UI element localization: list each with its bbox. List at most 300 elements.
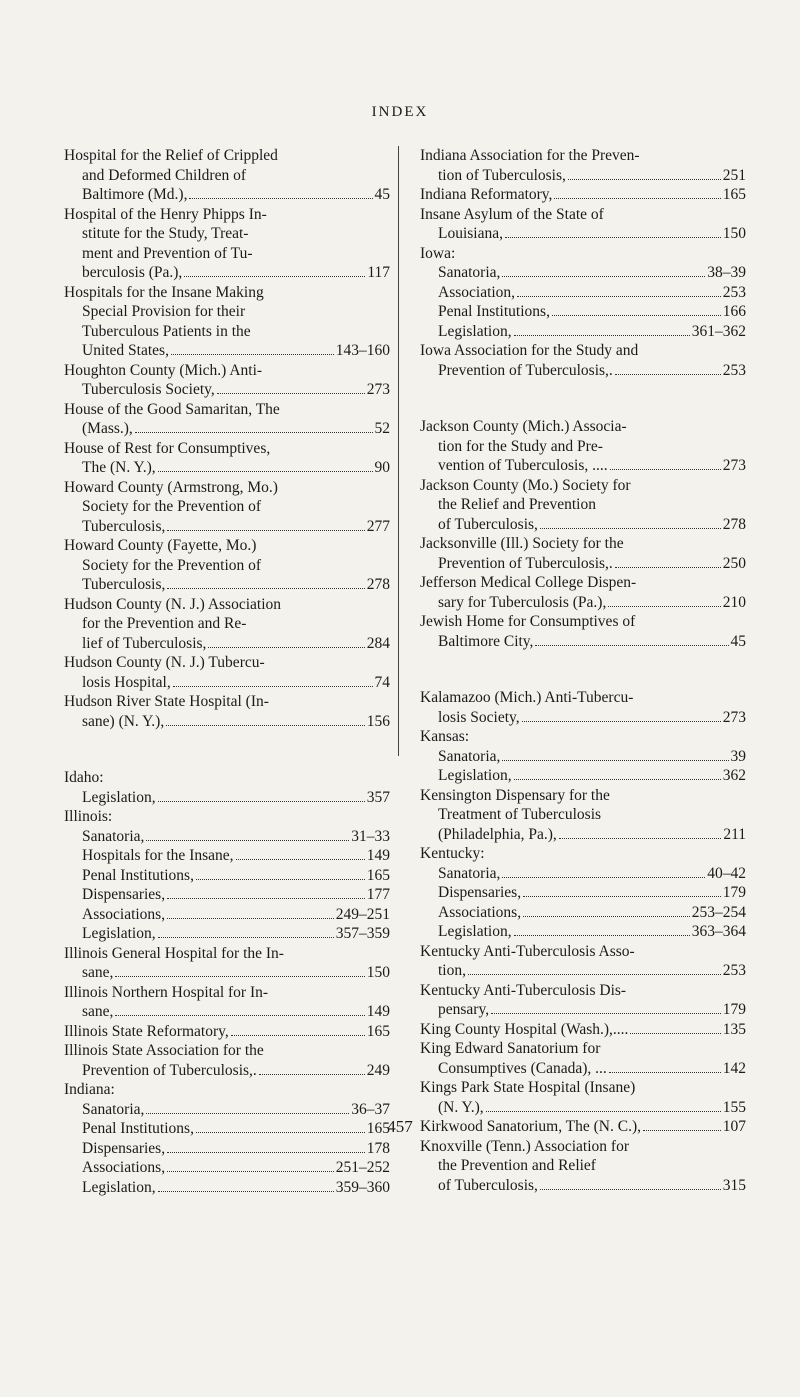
entry-line xyxy=(420,825,746,845)
entry-line xyxy=(420,437,746,457)
entry-line xyxy=(420,456,746,476)
entry-line xyxy=(64,575,390,595)
entry-line xyxy=(420,495,746,515)
index-entry xyxy=(64,478,390,537)
entry-line xyxy=(64,788,390,808)
entry-line xyxy=(420,612,746,632)
entry-page-ref: 149 xyxy=(366,847,390,864)
dot-leader xyxy=(502,760,728,761)
entry-line xyxy=(420,263,746,283)
entry-line xyxy=(420,573,746,593)
dot-leader xyxy=(554,198,720,199)
index-entry xyxy=(420,727,746,747)
entry-text: and Deformed Children of xyxy=(82,166,246,184)
entry-text: (N. Y.), xyxy=(438,1098,484,1116)
index-entry xyxy=(420,417,746,476)
index-entry xyxy=(420,341,746,380)
entry-text: berculosis (Pa.), xyxy=(82,264,183,281)
entry-line xyxy=(420,166,746,186)
entry-line xyxy=(420,1176,746,1196)
entry-text: Kentucky Anti-Tuberculosis Asso- xyxy=(420,942,635,960)
dot-leader xyxy=(217,393,365,394)
entry-text: Associations, xyxy=(438,903,522,921)
entry-page-ref: 179 xyxy=(722,1001,746,1018)
index-entry xyxy=(64,1178,390,1198)
entry-line xyxy=(420,1137,746,1157)
entry-text: tion for the Study and Pre- xyxy=(438,437,603,455)
entry-text: losis Society, xyxy=(438,708,520,726)
entry-text: Kentucky Anti-Tuberculosis Dis- xyxy=(420,981,627,999)
entry-page-ref: 211 xyxy=(723,825,746,843)
entry-page-ref: 273 xyxy=(722,457,746,474)
entry-line xyxy=(64,302,390,322)
entry-text: Penal Institutions, xyxy=(82,1120,194,1137)
index-entry xyxy=(64,595,390,654)
entry-text: Jackson County (Mo.) Society for xyxy=(420,476,631,494)
entry-text: Hospitals for the Insane, xyxy=(82,847,234,864)
entry-line xyxy=(420,1078,746,1098)
entry-text: Jacksonville (Ill.) Society for the xyxy=(420,535,624,552)
index-column-right xyxy=(420,146,746,1195)
dot-leader xyxy=(608,606,720,607)
entry-page-ref: 253 xyxy=(722,962,746,979)
dot-leader xyxy=(502,877,705,878)
index-entry xyxy=(64,536,390,595)
index-entry xyxy=(420,864,746,884)
dot-leader xyxy=(184,276,365,277)
entry-text: the Relief and Prevention xyxy=(438,496,596,513)
entry-page-ref: 39 xyxy=(730,747,746,765)
entry-text: tion, xyxy=(438,962,466,979)
entry-text: Special Provision for their xyxy=(82,303,246,320)
entry-page-ref: 155 xyxy=(722,1098,746,1116)
entry-line xyxy=(64,439,390,459)
entry-text: Baltimore City, xyxy=(438,632,534,650)
index-entry xyxy=(420,688,746,727)
entry-line xyxy=(420,476,746,496)
entry-page-ref: 166 xyxy=(722,303,746,320)
entry-text: Illinois: xyxy=(64,808,113,825)
index-entry xyxy=(420,922,746,942)
page-header: INDEX xyxy=(371,104,429,120)
dot-leader xyxy=(630,1033,720,1034)
entry-text: The (N. Y.), xyxy=(82,459,156,476)
entry-page-ref: 253 xyxy=(722,283,746,301)
entry-page-ref: 357 xyxy=(366,788,390,806)
page-number: 457 xyxy=(387,1117,413,1136)
entry-text: Dispensaries, xyxy=(82,1139,166,1157)
entry-line xyxy=(64,224,390,244)
dot-leader xyxy=(167,918,334,919)
entry-line xyxy=(64,983,390,1003)
entry-text: Prevention of Tuberculosis,. xyxy=(438,361,613,379)
entry-line xyxy=(64,1158,390,1178)
entry-page-ref: 177 xyxy=(366,886,390,903)
entry-text: Sanatoria, xyxy=(438,264,501,281)
entry-text: Iowa: xyxy=(420,244,456,262)
entry-text: of Tuberculosis, xyxy=(438,1176,538,1194)
entry-text: Hudson River State Hospital (In- xyxy=(64,693,269,710)
index-entry xyxy=(420,766,746,786)
index-entry xyxy=(64,1022,390,1042)
entry-line xyxy=(64,517,390,537)
dot-leader xyxy=(523,896,721,897)
dot-leader xyxy=(540,1189,721,1190)
entry-page-ref: 45 xyxy=(730,632,746,650)
dot-leader xyxy=(231,1035,365,1036)
entry-line xyxy=(420,302,746,322)
entry-page-ref: 36–37 xyxy=(351,1100,390,1118)
entry-page-ref: 362 xyxy=(722,767,746,784)
index-entry xyxy=(420,747,746,767)
index-entry xyxy=(420,283,746,303)
entry-line xyxy=(64,380,390,400)
entry-text: Jackson County (Mich.) Associa- xyxy=(420,418,627,435)
dot-leader xyxy=(552,315,721,316)
entry-page-ref: 31–33 xyxy=(351,827,390,845)
entry-page-ref: 165 xyxy=(722,186,746,203)
entry-page-ref: 165 xyxy=(366,866,390,884)
entry-line xyxy=(420,708,746,728)
dot-leader xyxy=(115,1015,364,1016)
entry-text: Indiana Association for the Preven- xyxy=(420,147,640,164)
entry-text: Legislation, xyxy=(438,322,512,340)
index-entry xyxy=(64,983,390,1022)
entry-page-ref: 165 xyxy=(366,1120,390,1137)
entry-text: Associations, xyxy=(82,1159,166,1176)
column-divider xyxy=(398,146,399,756)
entry-line xyxy=(64,419,390,439)
entry-line xyxy=(64,146,390,166)
entry-text: losis Hospital, xyxy=(82,673,171,691)
entry-page-ref: 249 xyxy=(366,1061,390,1079)
entry-line xyxy=(420,1020,746,1040)
entry-line xyxy=(64,1080,390,1100)
index-entry xyxy=(64,924,390,944)
dot-leader xyxy=(568,179,721,180)
index-entry xyxy=(64,653,390,692)
entry-text: Jefferson Medical College Dispen- xyxy=(420,574,637,591)
entry-text: sary for Tuberculosis (Pa.), xyxy=(438,593,607,611)
entry-page-ref: 273 xyxy=(722,708,746,726)
entry-text: Houghton County (Mich.) Anti- xyxy=(64,361,263,379)
dot-leader xyxy=(208,647,364,648)
entry-text: Hospital for the Relief of Crippled xyxy=(64,147,278,164)
entry-text: for the Prevention and Re- xyxy=(82,615,247,632)
index-entry xyxy=(420,244,746,264)
dot-leader xyxy=(167,588,364,589)
dot-leader xyxy=(523,916,690,917)
entry-text: Consumptives (Canada), ... xyxy=(438,1059,607,1077)
entry-text: Kentucky: xyxy=(420,845,485,862)
entry-text: Legislation, xyxy=(82,788,156,806)
entry-page-ref: 251–252 xyxy=(335,1159,390,1176)
entry-text: King Edward Sanatorium for xyxy=(420,1040,601,1057)
entry-page-ref: 150 xyxy=(366,964,390,981)
entry-page-ref: 361–362 xyxy=(691,322,746,340)
entry-text: Howard County (Fayette, Mo.) xyxy=(64,537,257,554)
entry-text: Tuberculosis, xyxy=(82,576,166,593)
entry-text: tion of Tuberculosis, xyxy=(438,166,566,184)
entry-line xyxy=(420,224,746,244)
entry-page-ref: 90 xyxy=(374,459,390,476)
dot-leader xyxy=(514,335,690,336)
dot-leader xyxy=(236,859,365,860)
dot-leader xyxy=(615,374,721,375)
entry-line xyxy=(64,924,390,944)
dot-leader xyxy=(158,801,365,802)
entry-line xyxy=(64,595,390,615)
index-entry xyxy=(64,846,390,866)
entry-line xyxy=(420,361,746,381)
entry-text: Tuberculous Patients in the xyxy=(82,322,251,340)
entry-page-ref: 250 xyxy=(722,554,746,572)
entry-page-ref: 278 xyxy=(366,576,390,593)
entry-text: Illinois General Hospital for the In- xyxy=(64,944,284,962)
entry-page-ref: 74 xyxy=(374,673,390,691)
entry-text: Legislation, xyxy=(438,923,512,940)
entry-page-ref: 142 xyxy=(722,1059,746,1077)
index-entry xyxy=(64,146,390,205)
entry-line xyxy=(420,322,746,342)
entry-text: Jewish Home for Consumptives of xyxy=(420,613,636,630)
dot-leader xyxy=(502,276,705,277)
entry-text: Legislation, xyxy=(82,1178,156,1196)
index-entry xyxy=(64,944,390,983)
entry-text: Penal Institutions, xyxy=(438,303,550,320)
entry-line xyxy=(420,922,746,942)
entry-text: Idaho: xyxy=(64,769,104,786)
dot-leader xyxy=(522,721,721,722)
entry-line xyxy=(64,497,390,517)
entry-line xyxy=(420,185,746,205)
entry-text: Baltimore (Md.), xyxy=(82,186,188,203)
entry-line xyxy=(64,905,390,925)
index-entry xyxy=(64,361,390,400)
entry-text: Prevention of Tuberculosis,. xyxy=(438,554,613,572)
entry-line xyxy=(64,807,390,827)
index-entry xyxy=(64,885,390,905)
entry-line xyxy=(64,361,390,381)
entry-text: (Mass.), xyxy=(82,420,133,437)
entry-text: Insane Asylum of the State of xyxy=(420,205,604,223)
entry-text: Hospitals for the Insane Making xyxy=(64,283,264,301)
entry-text: Sanatoria, xyxy=(82,1100,145,1118)
index-entry xyxy=(420,205,746,244)
entry-line xyxy=(64,692,390,712)
entry-line xyxy=(420,1098,746,1118)
entry-line xyxy=(420,146,746,166)
entry-line xyxy=(420,515,746,535)
index-entry xyxy=(64,283,390,361)
entry-text: ment and Prevention of Tu- xyxy=(82,244,253,262)
entry-line xyxy=(64,673,390,693)
dot-leader xyxy=(167,1152,365,1153)
dot-leader xyxy=(540,528,721,529)
index-entry xyxy=(420,903,746,923)
section-gap xyxy=(420,651,746,688)
dot-leader xyxy=(486,1111,721,1112)
entry-page-ref: 135 xyxy=(722,1020,746,1038)
entry-text: Illinois State Association for the xyxy=(64,1042,264,1059)
dot-leader xyxy=(158,937,334,938)
dot-leader xyxy=(615,567,721,568)
entry-line xyxy=(64,963,390,983)
entry-text: Associations, xyxy=(82,905,166,923)
dot-leader xyxy=(514,935,690,936)
index-entry xyxy=(420,1020,746,1040)
entry-text: Iowa Association for the Study and xyxy=(420,342,639,359)
dot-leader xyxy=(146,1113,349,1114)
entry-text: Kensington Dispensary for the xyxy=(420,786,610,804)
entry-text: House of Rest for Consumptives, xyxy=(64,439,271,457)
entry-text: Louisiana, xyxy=(438,225,503,242)
index-entry xyxy=(420,302,746,322)
entry-text: Prevention of Tuberculosis,. xyxy=(82,1061,257,1079)
entry-text: Penal Institutions, xyxy=(82,866,194,884)
index-entry xyxy=(420,185,746,205)
index-entry xyxy=(420,573,746,612)
entry-line xyxy=(420,593,746,613)
index-entry xyxy=(420,146,746,185)
entry-text: Sanatoria, xyxy=(438,747,501,765)
entry-text: Indiana: xyxy=(64,1081,115,1098)
index-entry xyxy=(64,400,390,439)
entry-text: the Prevention and Relief xyxy=(438,1157,596,1174)
entry-page-ref: 52 xyxy=(374,420,390,437)
entry-page-ref: 107 xyxy=(722,1118,746,1135)
index-entry xyxy=(64,439,390,478)
entry-line xyxy=(64,827,390,847)
entry-line xyxy=(64,1178,390,1198)
entry-page-ref: 249–251 xyxy=(335,905,390,923)
entry-text: sane, xyxy=(82,1003,114,1020)
entry-text: Tuberculosis Society, xyxy=(82,381,215,398)
entry-line xyxy=(64,244,390,264)
section-gap xyxy=(64,731,390,768)
entry-text: Dispensaries, xyxy=(438,884,522,901)
entry-text: Society for the Prevention of xyxy=(82,498,262,515)
entry-page-ref: 253–254 xyxy=(691,903,746,921)
entry-line xyxy=(64,185,390,205)
index-entry xyxy=(420,883,746,903)
index-entry xyxy=(420,1078,746,1117)
entry-text: Indiana Reformatory, xyxy=(420,186,553,203)
entry-text: Association, xyxy=(438,283,516,301)
entry-line xyxy=(64,166,390,186)
entry-text: Legislation, xyxy=(82,925,156,942)
entry-line xyxy=(420,844,746,864)
entry-text: Sanatoria, xyxy=(438,864,501,882)
entry-text: stitute for the Study, Treat- xyxy=(82,225,249,242)
index-entry xyxy=(64,692,390,731)
entry-text: Tuberculosis, xyxy=(82,517,166,535)
entry-line xyxy=(420,632,746,652)
entry-line xyxy=(420,805,746,825)
dot-leader xyxy=(158,1191,334,1192)
index-entry xyxy=(420,534,746,573)
dot-leader xyxy=(167,898,365,899)
entry-text: Kansas: xyxy=(420,728,470,745)
dot-leader xyxy=(171,354,334,355)
index-entry xyxy=(420,612,746,651)
index-entry xyxy=(64,1158,390,1178)
dot-leader xyxy=(189,198,372,199)
entry-line xyxy=(420,534,746,554)
index-entry xyxy=(64,807,390,827)
entry-line xyxy=(64,866,390,886)
entry-text: Sanatoria, xyxy=(82,827,145,845)
entry-line xyxy=(420,981,746,1001)
index-entry xyxy=(64,1139,390,1159)
entry-text: sane) (N. Y.), xyxy=(82,712,165,730)
dot-leader xyxy=(167,530,364,531)
entry-text: Legislation, xyxy=(438,767,512,784)
entry-text: Hudson County (N. J.) Association xyxy=(64,595,281,613)
entry-page-ref: 143–160 xyxy=(335,342,390,359)
entry-line xyxy=(64,712,390,732)
index-entry xyxy=(64,905,390,925)
index-entry xyxy=(420,786,746,845)
entry-line xyxy=(64,478,390,498)
dot-leader xyxy=(535,645,728,646)
entry-text: Illinois Northern Hospital for In- xyxy=(64,983,269,1001)
dot-leader xyxy=(115,976,364,977)
index-entry xyxy=(64,1041,390,1080)
entry-line xyxy=(420,727,746,747)
dot-leader xyxy=(559,838,722,839)
dot-leader xyxy=(259,1074,365,1075)
index-entry xyxy=(420,1039,746,1078)
entry-text: vention of Tuberculosis, .... xyxy=(438,457,608,474)
entry-page-ref: 178 xyxy=(366,1139,390,1157)
index-column-left xyxy=(64,146,390,1197)
entry-line xyxy=(64,283,390,303)
entry-line xyxy=(420,883,746,903)
entry-line xyxy=(64,536,390,556)
entry-page-ref: 315 xyxy=(722,1176,746,1194)
index-entry xyxy=(64,866,390,886)
entry-line xyxy=(420,1156,746,1176)
entry-page-ref: 273 xyxy=(366,381,390,398)
entry-page-ref: 156 xyxy=(366,712,390,730)
entry-line xyxy=(420,244,746,264)
entry-page-ref: 40–42 xyxy=(707,864,746,882)
entry-text: (Philadelphia, Pa.), xyxy=(438,825,557,843)
index-entry xyxy=(64,788,390,808)
dot-leader xyxy=(609,1072,721,1073)
entry-text: sane, xyxy=(82,964,114,981)
entry-line xyxy=(64,205,390,225)
entry-page-ref: 357–359 xyxy=(335,925,390,942)
dot-leader xyxy=(167,1171,334,1172)
section-gap xyxy=(420,380,746,417)
entry-text: Treatment of Tuberculosis xyxy=(438,806,602,823)
entry-text: House of the Good Samaritan, The xyxy=(64,400,280,418)
dot-leader xyxy=(514,779,721,780)
dot-leader xyxy=(173,686,373,687)
entry-line xyxy=(64,944,390,964)
entry-page-ref: 38–39 xyxy=(707,264,746,281)
entry-page-ref: 149 xyxy=(366,1003,390,1020)
entry-line xyxy=(64,846,390,866)
entry-line xyxy=(64,400,390,420)
index-entry xyxy=(420,981,746,1020)
entry-text: Hospital of the Henry Phipps In- xyxy=(64,205,267,223)
entry-text: pensary, xyxy=(438,1001,490,1018)
dot-leader xyxy=(135,432,373,433)
dot-leader xyxy=(468,974,721,975)
